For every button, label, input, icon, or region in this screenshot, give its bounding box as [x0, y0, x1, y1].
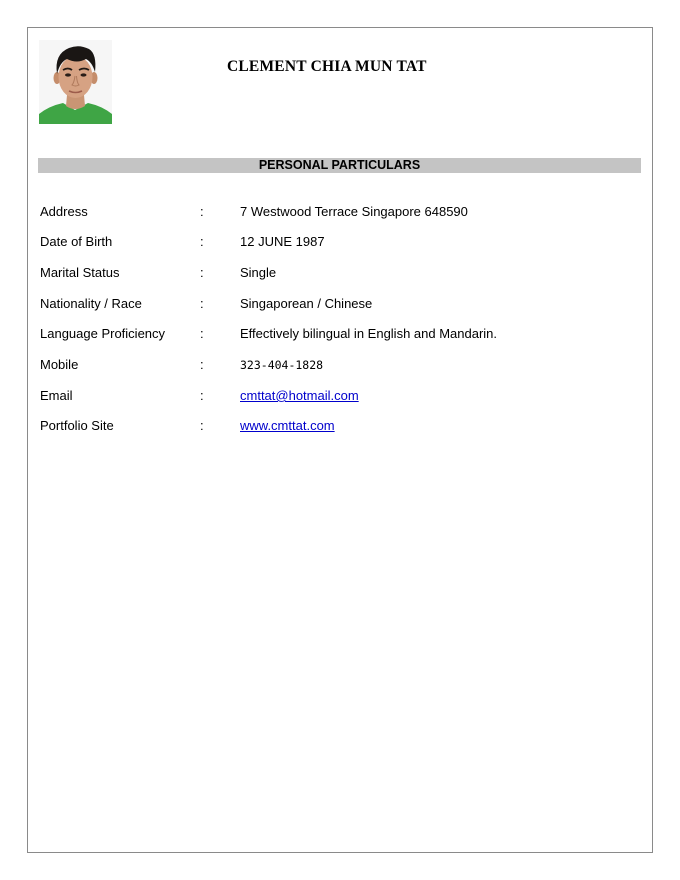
portfolio-site-link[interactable]: www.cmttat.com — [240, 418, 335, 433]
row-colon: : — [200, 234, 204, 249]
section-header-bar — [38, 158, 641, 173]
language-proficiency-value: Effectively bilingual in English and Mandarin. — [240, 326, 498, 341]
marital-status-label: Marital Status — [40, 265, 120, 280]
date-of-birth-label: Date of Birth — [40, 234, 113, 249]
nationality-race-value: Singaporean / Chinese — [240, 296, 373, 311]
row-colon: : — [200, 326, 204, 341]
profile-photo — [39, 40, 112, 124]
address-value: 7 Westwood Terrace Singapore 648590 — [240, 204, 468, 219]
row-colon: : — [200, 388, 204, 403]
resume-page — [27, 27, 653, 853]
mobile-value: 323-404-1828 — [240, 358, 324, 372]
date-of-birth-value: 12 JUNE 1987 — [240, 234, 325, 249]
row-colon: : — [200, 357, 204, 372]
email-label: Email — [40, 388, 73, 403]
email-link[interactable]: cmttat@hotmail.com — [240, 388, 359, 403]
nationality-race-label: Nationality / Race — [40, 296, 142, 311]
marital-status-value: Single — [240, 265, 277, 280]
language-proficiency-label: Language Proficiency — [40, 326, 166, 341]
portrait-image — [39, 40, 112, 124]
row-colon: : — [200, 296, 204, 311]
row-colon: : — [200, 204, 204, 219]
row-colon: : — [200, 265, 204, 280]
section-title: PERSONAL PARTICULARS — [258, 158, 421, 172]
row-colon: : — [200, 418, 204, 433]
address-label: Address — [40, 204, 88, 219]
portfolio-site-label: Portfolio Site — [40, 418, 114, 433]
candidate-name: CLEMENT CHIA MUN TAT — [227, 58, 427, 75]
mobile-label: Mobile — [40, 357, 79, 372]
